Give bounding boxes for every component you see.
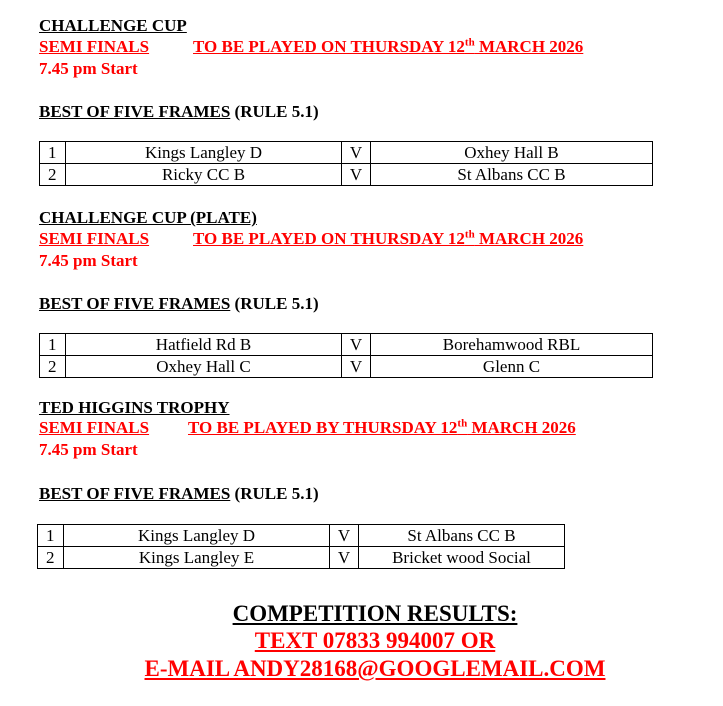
format-rule: (RULE 5.1) bbox=[230, 294, 319, 313]
round-label: SEMI FINALS bbox=[39, 37, 150, 56]
date-line bbox=[188, 418, 576, 438]
away-team: Borehamwood RBL bbox=[371, 334, 653, 356]
match-format bbox=[39, 102, 319, 122]
away-team: St Albans CC B bbox=[371, 164, 653, 186]
date-line bbox=[193, 229, 583, 249]
table-row bbox=[40, 142, 653, 164]
table-row bbox=[38, 547, 565, 569]
fixture-number: 1 bbox=[38, 525, 64, 547]
fixture-number: 1 bbox=[40, 334, 66, 356]
start-time: 7.45 pm Start bbox=[39, 251, 138, 270]
date-text: TO BE PLAYED ON THURSDAY 12 bbox=[193, 37, 465, 56]
home-team: Kings Langley E bbox=[64, 547, 330, 569]
away-team: Glenn C bbox=[371, 356, 653, 378]
format-label: BEST OF FIVE FRAMES bbox=[39, 484, 231, 503]
results-email: E-MAIL ANDY28168@GOOGLEMAIL.COM bbox=[144, 656, 606, 681]
versus: V bbox=[330, 547, 359, 569]
fixtures-table bbox=[37, 524, 565, 569]
section-title: CHALLENGE CUP bbox=[39, 16, 187, 35]
results-heading: COMPETITION RESULTS: bbox=[232, 601, 518, 626]
match-format bbox=[39, 294, 319, 314]
round-label: SEMI FINALS bbox=[39, 418, 150, 437]
fixtures-table bbox=[39, 141, 653, 186]
table-row bbox=[38, 525, 565, 547]
away-team: St Albans CC B bbox=[359, 525, 565, 547]
format-label: BEST OF FIVE FRAMES bbox=[39, 102, 231, 121]
fixture-number: 2 bbox=[40, 164, 66, 186]
home-team: Oxhey Hall C bbox=[66, 356, 342, 378]
versus: V bbox=[342, 356, 371, 378]
home-team: Hatfield Rd B bbox=[66, 334, 342, 356]
versus: V bbox=[330, 525, 359, 547]
results-text-number: TEXT 07833 994007 OR bbox=[254, 628, 496, 653]
versus: V bbox=[342, 164, 371, 186]
table-row bbox=[40, 356, 653, 378]
fixture-number: 2 bbox=[40, 356, 66, 378]
table-row bbox=[40, 334, 653, 356]
date-ordinal: th bbox=[464, 36, 475, 49]
date-month-year: MARCH 2026 bbox=[474, 37, 584, 56]
start-time: 7.45 pm Start bbox=[39, 59, 138, 78]
versus: V bbox=[342, 142, 371, 164]
date-ordinal: th bbox=[457, 417, 468, 430]
section-title: CHALLENGE CUP (PLATE) bbox=[39, 208, 257, 227]
fixture-number: 2 bbox=[38, 547, 64, 569]
fixtures-table bbox=[39, 333, 653, 378]
start-time: 7.45 pm Start bbox=[39, 440, 138, 459]
date-text: TO BE PLAYED ON THURSDAY 12 bbox=[193, 229, 465, 248]
format-rule: (RULE 5.1) bbox=[230, 484, 319, 503]
table-row bbox=[40, 164, 653, 186]
away-team: Bricket wood Social bbox=[359, 547, 565, 569]
format-rule: (RULE 5.1) bbox=[230, 102, 319, 121]
section-title: TED HIGGINS TROPHY bbox=[39, 398, 230, 417]
date-line bbox=[193, 37, 583, 57]
home-team: Kings Langley D bbox=[66, 142, 342, 164]
match-format bbox=[39, 484, 319, 504]
date-month-year: MARCH 2026 bbox=[474, 229, 584, 248]
away-team: Oxhey Hall B bbox=[371, 142, 653, 164]
date-text: TO BE PLAYED BY THURSDAY 12 bbox=[188, 418, 458, 437]
home-team: Kings Langley D bbox=[64, 525, 330, 547]
home-team: Ricky CC B bbox=[66, 164, 342, 186]
versus: V bbox=[342, 334, 371, 356]
format-label: BEST OF FIVE FRAMES bbox=[39, 294, 231, 313]
fixture-number: 1 bbox=[40, 142, 66, 164]
date-month-year: MARCH 2026 bbox=[467, 418, 576, 437]
date-ordinal: th bbox=[464, 228, 475, 241]
round-label: SEMI FINALS bbox=[39, 229, 150, 248]
